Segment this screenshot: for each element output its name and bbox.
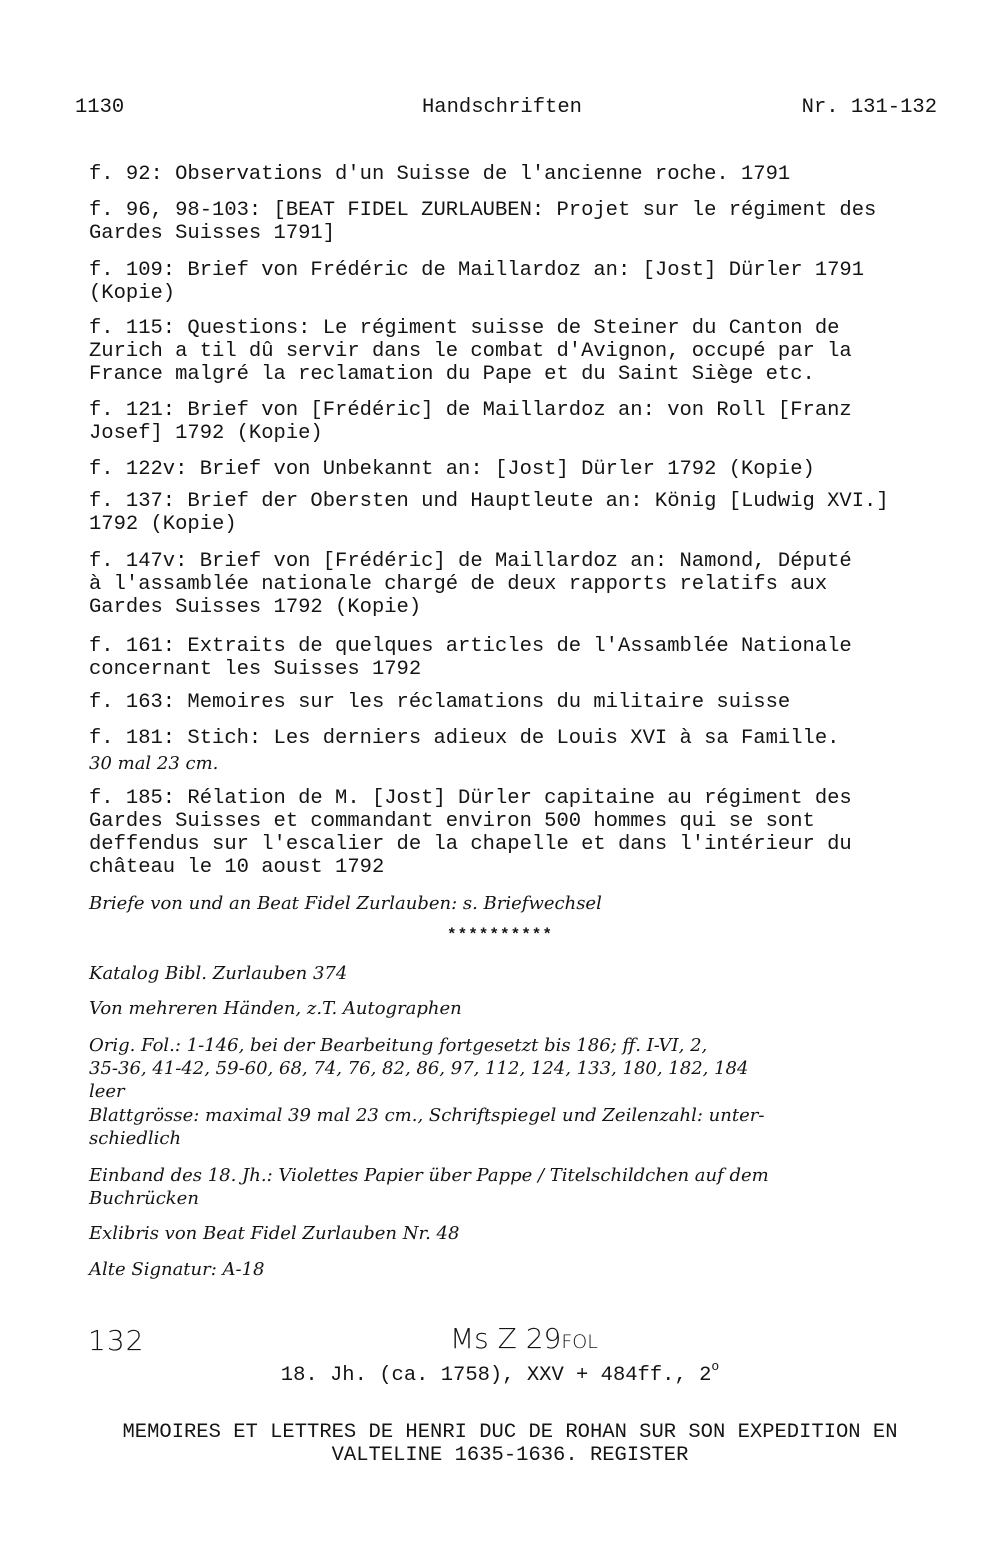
entry-number: 132: [88, 1324, 145, 1357]
blattgroesse-note: Blattgrösse: maximal 39 mal 23 cm., Schriftspiegel und Zeilenzahl: unter- schiedlich: [89, 1105, 765, 1149]
signatur-note: Alte Signatur: A-18: [89, 1259, 265, 1280]
folio-entry-163: f. 163: Memoires sur les réclamations du militaire suisse: [89, 691, 791, 714]
meta-superscript: o: [711, 1359, 720, 1374]
folio-entry-96: f. 96, 98-103: [BEAT FIDEL ZURLAUBEN: Projet sur le régiment des Gardes Suisses 1791]: [89, 199, 877, 245]
folio-entry-121: f. 121: Brief von [Frédéric] de Maillardoz an: von Roll [Franz Josef] 1792 (Kopie): [89, 399, 852, 445]
page-header: [75, 96, 937, 122]
folio-entry-92: f. 92: Observations d'un Suisse de l'ancienne roche. 1791: [89, 163, 791, 186]
meta-text: 18. Jh. (ca. 1758), XXV + 484ff., 2: [280, 1364, 712, 1387]
folio-entry-185: f. 185: Rélation de M. [Jost] Dürler capitaine au régiment des Gardes Suisses et commandant environ 500 hommes qui se sont deffendus sur l'escalier de la chapelle et dans l'intérieur du château le 10 aoust 1792: [89, 787, 852, 879]
shelfmark-main: Ms Z 29: [450, 1322, 562, 1355]
shelfmark-suffix: FOL: [561, 1331, 598, 1353]
running-title: Handschriften: [422, 96, 582, 119]
manuscript-meta: [0, 1359, 1000, 1387]
folio-entry-109: f. 109: Brief von Frédéric de Maillardoz an: [Jost] Dürler 1791 (Kopie): [89, 259, 865, 305]
folio-entry-115: f. 115: Questions: Le régiment suisse de Steiner du Canton de Zurich a til dû servir dans le combat d'Avignon, occupé par la France malgré la reclamation du Pape et du Saint Siège etc.: [89, 317, 852, 386]
einband-note: Einband des 18. Jh.: Violettes Papier über Pappe / Titelschildchen auf dem Buchrücken: [89, 1165, 769, 1209]
katalog-note: Katalog Bibl. Zurlauben 374: [89, 963, 348, 984]
manuscript-title: MEMOIRES ET LETTRES DE HENRI DUC DE ROHAN SUR SON EXPEDITION EN VALTELINE 1635-1636. REGISTER: [122, 1420, 898, 1467]
briefe-note: Briefe von und an Beat Fidel Zurlauben: s. Briefwechsel: [89, 893, 602, 914]
page-number: 1130: [75, 96, 125, 119]
folio-entry-161: f. 161: Extraits de quelques articles de l'Assamblée Nationale concernant les Suisses 1792: [89, 635, 852, 681]
stich-size-note: 30 mal 23 cm.: [89, 753, 219, 774]
orig-fol-note: Orig. Fol.: 1-146, bei der Bearbeitung fortgesetzt bis 186; ff. I-VI, 2, 35-36, 41-42, 59-60, 68, 74, 76, 82, 86, 97, 112, 124, 133, 180, 182, 184 leer: [89, 1035, 749, 1102]
folio-entry-122v: f. 122v: Brief von Unbekannt an: [Jost] Dürler 1792 (Kopie): [89, 458, 815, 481]
shelfmark: [450, 1322, 598, 1355]
haende-note: Von mehreren Händen, z.T. Autographen: [89, 998, 462, 1019]
section-separator: **********: [446, 926, 553, 944]
folio-entry-181: f. 181: Stich: Les derniers adieux de Louis XVI à sa Famille.: [89, 727, 840, 750]
entry-range: Nr. 131-132: [801, 96, 937, 119]
folio-entry-137: f. 137: Brief der Obersten und Hauptleute an: König [Ludwig XVI.] 1792 (Kopie): [89, 490, 889, 536]
folio-entry-147v: f. 147v: Brief von [Frédéric] de Maillardoz an: Namond, Député à l'assamblée nationale chargé de deux rapports relatifs aux Gardes Suisses 1792 (Kopie): [89, 550, 852, 619]
exlibris-note: Exlibris von Beat Fidel Zurlauben Nr. 48: [89, 1223, 460, 1244]
